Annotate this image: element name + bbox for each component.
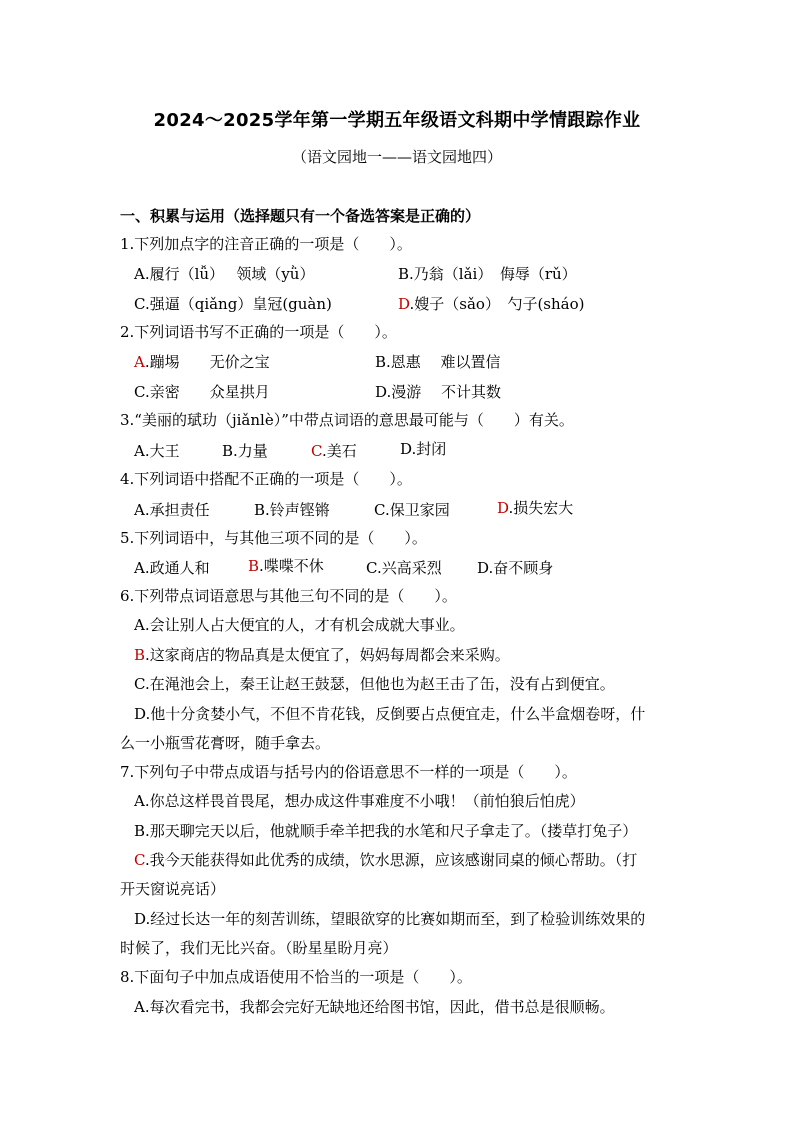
page-subtitle: （语文园地一——语文园地四） [291, 148, 502, 166]
question-2-stem: 2.下列词语书写不正确的一项是（ ）。 [120, 323, 397, 341]
question-5-stem: 5.下列词语中，与其他三项不同的是（ ）。 [120, 529, 427, 547]
q4-option-c: C.保卫家园 [374, 501, 450, 519]
question-7-stem: 7.下列句子中带点成语与括号内的俗语意思不一样的一项是（ ）。 [120, 763, 577, 781]
question-6-stem: 6.下列带点词语意思与其他三句不同的是（ ）。 [120, 587, 457, 605]
q5-option-a: A.政通人和 [134, 559, 210, 577]
q1-option-d-text: .嫂子（sǎo） 勺子(sháo) [409, 295, 585, 313]
q1-option-d-letter: D [398, 295, 410, 313]
q4-option-b: B.铃声铿锵 [254, 501, 330, 519]
q6-option-c: C.在渑池会上，秦王让赵王鼓瑟，但他也为赵王击了缶，没有占到便宜。 [134, 675, 615, 693]
q7-option-d-line1: D.经过长达一年的刻苦训练，望眼欲穿的比赛如期而至，到了检验训练效果的 [134, 910, 646, 928]
q6-option-d-line2: 么一小瓶雪花膏呀，随手拿去。 [120, 734, 331, 752]
q2-option-a-letter: A [134, 353, 145, 371]
q6-option-b-text: .这家商店的物品真是太便宜了，妈妈每周都会来采购。 [145, 646, 510, 664]
q3-option-d: D.封闭 [400, 440, 447, 458]
q4-option-d-text: .损失宏大 [508, 499, 574, 517]
q7-option-b: B.那天聊完天以后，他就顺手牵羊把我的水笔和尺子拿走了。（搂草打兔子） [134, 822, 638, 840]
q5-option-b [248, 555, 324, 576]
q1-option-a: A.履行（lǚ） 领域（yǜ） [134, 265, 315, 283]
q2-option-a [134, 351, 270, 372]
q7-option-c-text: .我今天能获得如此优秀的成绩，饮水思源，应该感谢同桌的倾心帮助。（打 [144, 851, 638, 869]
q6-option-a: A.会让别人占大便宜的人，才有机会成就大事业。 [134, 616, 465, 634]
q1-option-b: B.乃翁（lǎi） 侮辱（rǔ） [398, 265, 577, 283]
q3-option-a: A.大王 [134, 442, 180, 460]
question-8-stem: 8.下面句子中加点成语使用不恰当的一项是（ ）。 [120, 968, 472, 986]
q5-option-b-text: .喋喋不休 [259, 557, 324, 575]
q3-option-c [311, 440, 357, 461]
q6-option-b-letter: B [134, 646, 146, 664]
q6-option-b [134, 645, 510, 665]
q3-option-c-letter: C [311, 442, 322, 460]
question-4-stem: 4.下列词语中搭配不正确的一项是（ ）。 [120, 470, 412, 488]
section-heading: 一、积累与运用（选择题只有一个备选答案是正确的） [120, 207, 481, 225]
q5-option-d: D.奋不顾身 [477, 559, 554, 577]
question-1-stem: 1.下列加点字的注音正确的一项是（ ）。 [120, 235, 412, 253]
q2-option-a-text: .蹦埸 无价之宝 [144, 353, 270, 371]
q4-option-a: A.承担责任 [134, 501, 210, 519]
question-3-stem: 3.“美丽的珷玏（jiǎnlè）”中带点词语的意思最可能与（ ）有关。 [120, 411, 574, 429]
q3-option-c-text: .美石 [321, 442, 357, 460]
q7-option-c-line1 [134, 850, 637, 870]
q7-option-c-letter: C [134, 851, 145, 869]
q7-option-a: A.你总这样畏首畏尾，想办成这件事难度不小哦！（前怕狼后怕虎） [134, 792, 585, 810]
q3-option-b: B.力量 [222, 442, 268, 460]
q6-option-d-line1: D.他十分贪婪小气，不但不肯花钱，反倒要占点便宜走，什么半盒烟卷呀，什 [134, 705, 646, 723]
q5-option-c: C.兴高采烈 [366, 559, 442, 577]
q4-option-d [497, 497, 573, 518]
q5-option-b-letter: B [248, 557, 260, 575]
q1-option-d [398, 293, 584, 314]
page-title: 2024～2025学年第一学期五年级语文科期中学情跟踪作业 [153, 110, 641, 131]
q2-option-b: B.恩惠 难以置信 [375, 353, 501, 371]
q7-option-d-line2: 时候了，我们无比兴奋。（盼星星盼月亮） [120, 939, 398, 957]
q8-option-a: A.每次看完书，我都会完好无缺地还给图书馆，因此，借书总是很顺畅。 [134, 998, 615, 1016]
q2-option-c: C.亲密 众星拱月 [134, 383, 270, 401]
q7-option-c-line2: 开天窗说亮话） [120, 880, 226, 898]
q2-option-d: D.漫游 不计其数 [375, 383, 502, 401]
q1-option-c: C.强逼（qiǎng）皇冠(guàn) [134, 295, 332, 313]
q4-option-d-letter: D [497, 499, 509, 517]
